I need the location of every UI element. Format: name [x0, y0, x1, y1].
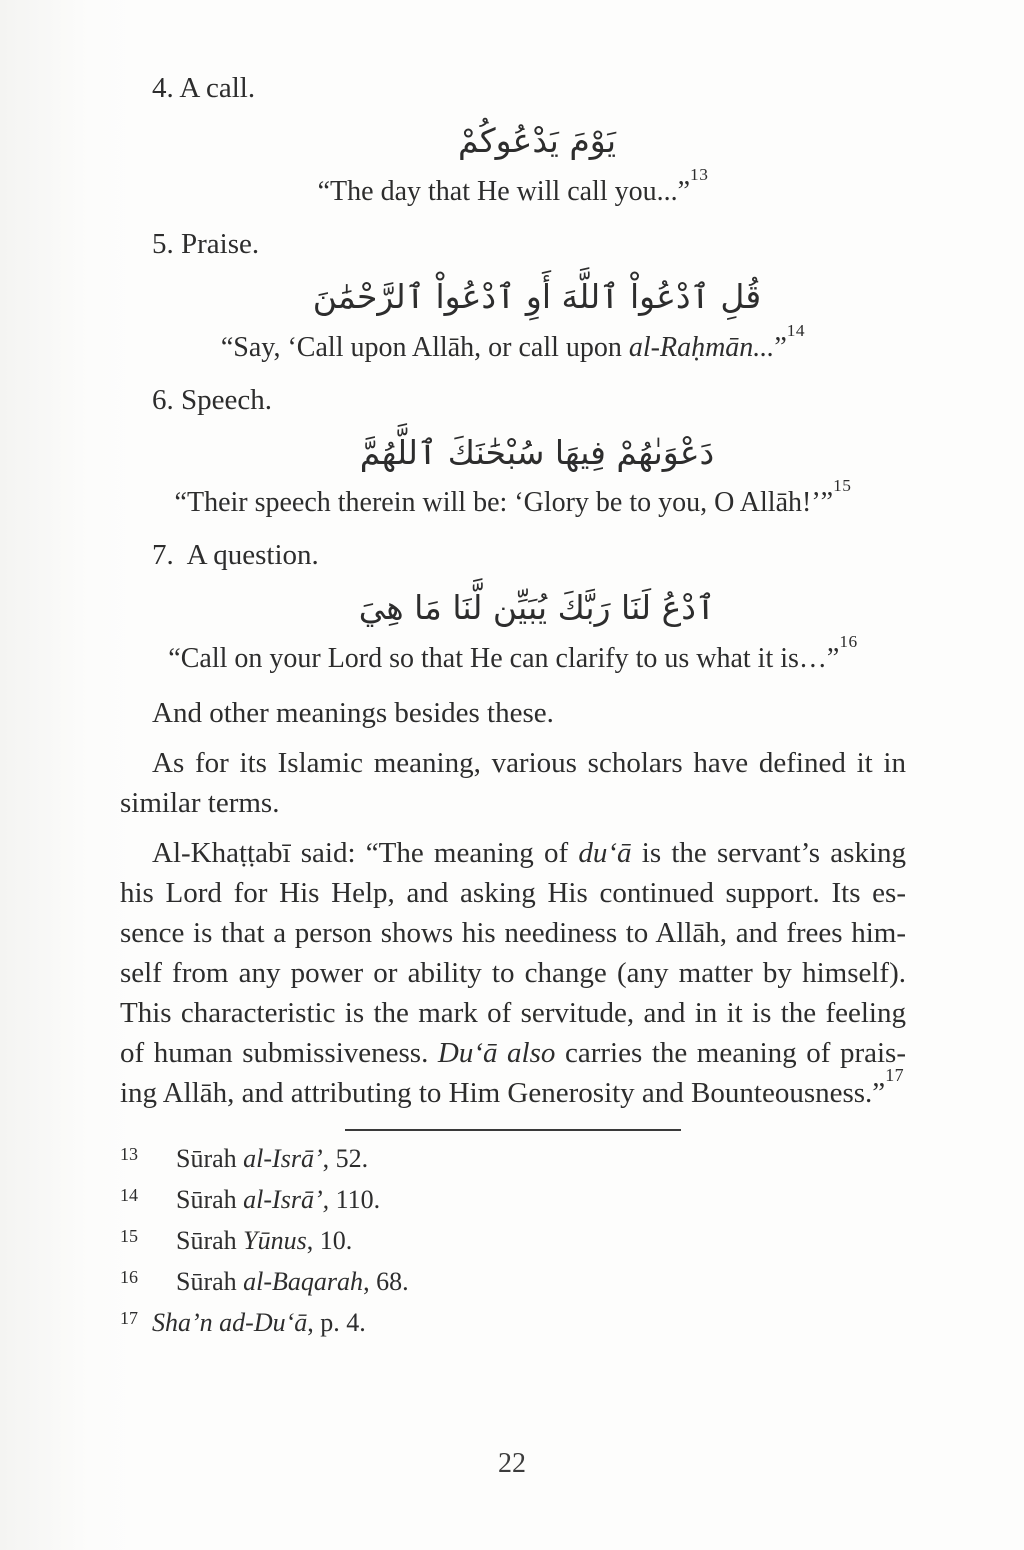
- section-4-arabic-verse: يَوْمَ يَدْعُوكُمْ: [457, 121, 617, 160]
- paragraph-islamic-meaning: As for its Islamic meaning, various scholars have defined it in similar terms.: [120, 747, 906, 819]
- footnote-number: 17: [120, 1308, 138, 1328]
- footnote-number: 13: [120, 1144, 138, 1164]
- footnote-text: Sūrah al-Isrā’, 52.: [176, 1144, 369, 1173]
- section-4-call: [120, 70, 906, 210]
- paragraph-other-meanings: And other meanings besides these.: [152, 697, 554, 729]
- footnote-separator-rule: [345, 1129, 681, 1131]
- footnote-14: [120, 1180, 906, 1220]
- footnote-text: Sūrah Yūnus, 10.: [176, 1226, 353, 1255]
- section-6-heading: 6. Speech.: [152, 383, 272, 416]
- section-7-heading: 7. A question.: [152, 539, 319, 572]
- footnote-number: 16: [120, 1267, 138, 1287]
- footnote-number: 15: [120, 1226, 138, 1246]
- section-4-heading: 4. A call.: [152, 72, 256, 104]
- section-7-arabic-verse: ٱدْعُ لَنَا رَبَّكَ يُبَيِّن لَّنَا مَا هِيَ: [358, 588, 716, 628]
- section-6-arabic-verse: دَعْوَىٰهُمْ فِيهَا سُبْحَٰنَكَ ٱللَّهُمَّ: [359, 432, 715, 472]
- page-number: 22: [498, 1448, 526, 1479]
- paragraph-al-khattabi-quote: Al-Khaṭṭabī said: “The meaning of du‘ā is the servant’s asking his Lord for His Help, and asking His continued support. Its es- sence is that a person shows his neediness to Allāh, and frees him- self from any power or ability to change (any matter by himself). This characteristic is the mark of servitude, and in it is the feeling of human submissiveness. Du‘ā also carries the meaning of prais- ing Allāh, and attributing to Him Generosity and Bounteousness.”$^{17}$: [120, 837, 907, 1109]
- footnote-text: Sūrah al-Isrā’, 110.: [176, 1185, 381, 1214]
- section-6-speech: [120, 382, 906, 522]
- section-7-translation: “Call on your Lord so that He can clarify to us what it is…”$^{16}$: [168, 632, 858, 674]
- footnote-number: 14: [120, 1185, 138, 1205]
- footnote-text: Sha’n ad-Du‘ā, p. 4.: [152, 1308, 366, 1337]
- footnote-15: [120, 1221, 906, 1261]
- section-5-translation: “Say, ‘Call upon Allāh, or call upon al-Raḥmān...”$^{14}$: [220, 320, 806, 363]
- footnotes-block: [120, 1139, 906, 1343]
- footnote-13: [120, 1139, 906, 1179]
- section-5-heading: 5. Praise.: [152, 227, 260, 260]
- footnote-text: Sūrah al-Baqarah, 68.: [176, 1267, 409, 1296]
- footnote-16: [120, 1262, 906, 1302]
- section-7-question: [120, 537, 906, 677]
- section-4-translation: “The day that He will call you...”$^{13}$: [317, 164, 709, 207]
- page-content: [120, 0, 906, 1344]
- footnote-17: [120, 1303, 906, 1343]
- section-5-praise: [120, 226, 906, 366]
- section-6-translation: “Their speech therein will be: ‘Glory be to you, O Allāh!’”$^{15}$: [174, 476, 852, 519]
- section-5-arabic-verse: قُلِ ٱدْعُواْ ٱللَّهَ أَوِ ٱدْعُواْ ٱلرَّحْمَٰنَ: [312, 276, 762, 316]
